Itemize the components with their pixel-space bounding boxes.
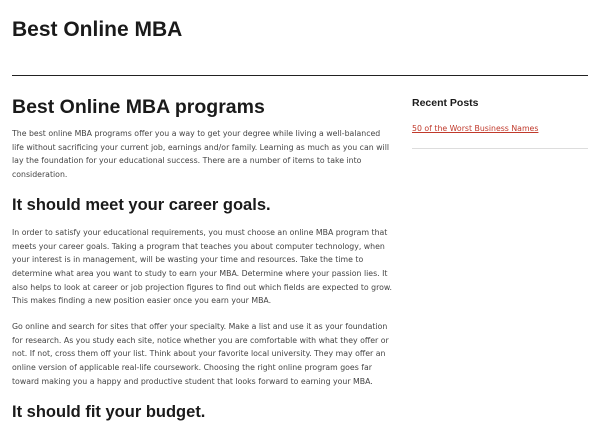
sidebar-divider: [412, 148, 588, 149]
section-heading-budget: It should fit your budget.: [12, 402, 206, 421]
article-title: Best Online MBA programs: [12, 96, 265, 118]
recent-posts-heading: Recent Posts: [412, 97, 479, 109]
sidebar: [412, 96, 588, 149]
section-heading-career-goals: It should meet your career goals.: [12, 195, 271, 214]
recent-post-link[interactable]: 50 of the Worst Business Names: [412, 124, 539, 133]
paragraph: In order to satisfy your educational requirements, you must choose an online MBA program that meets your career goals. Taking a program that teaches you about computer technology, when your interest is in management, will be wasting your time and resources. Take the time to determine what area you want to study to earn your MBA. Determine where your passion lies. It also helps to look at career or job projection figures to find out which fields are expected to grow. This makes finding a new position easier once you earn your MBA.: [12, 227, 393, 306]
site-title[interactable]: Best Online MBA: [12, 18, 183, 41]
main-content: [12, 94, 394, 433]
header-divider: [12, 75, 588, 76]
paragraph: Go online and search for sites that offer your specialty. Make a list and use it as your foundation for research. As you study each site, notice whether you are comfortable with what they offer or not. If not, cross them off your list. Think about your favorite local university. They may offer an online version of applicable real-life coursework. Choosing the right online program goes far toward making you a happy and productive student that looks forward to earning your MBA.: [12, 322, 389, 386]
intro-paragraph: The best online MBA programs offer you a way to get your degree while living a well-balanced life without sacrificing your current job, earnings and/or family. Learning as much as you can will lay the foundation for your educational success. There are a number of items to take into consideration.: [12, 129, 390, 180]
